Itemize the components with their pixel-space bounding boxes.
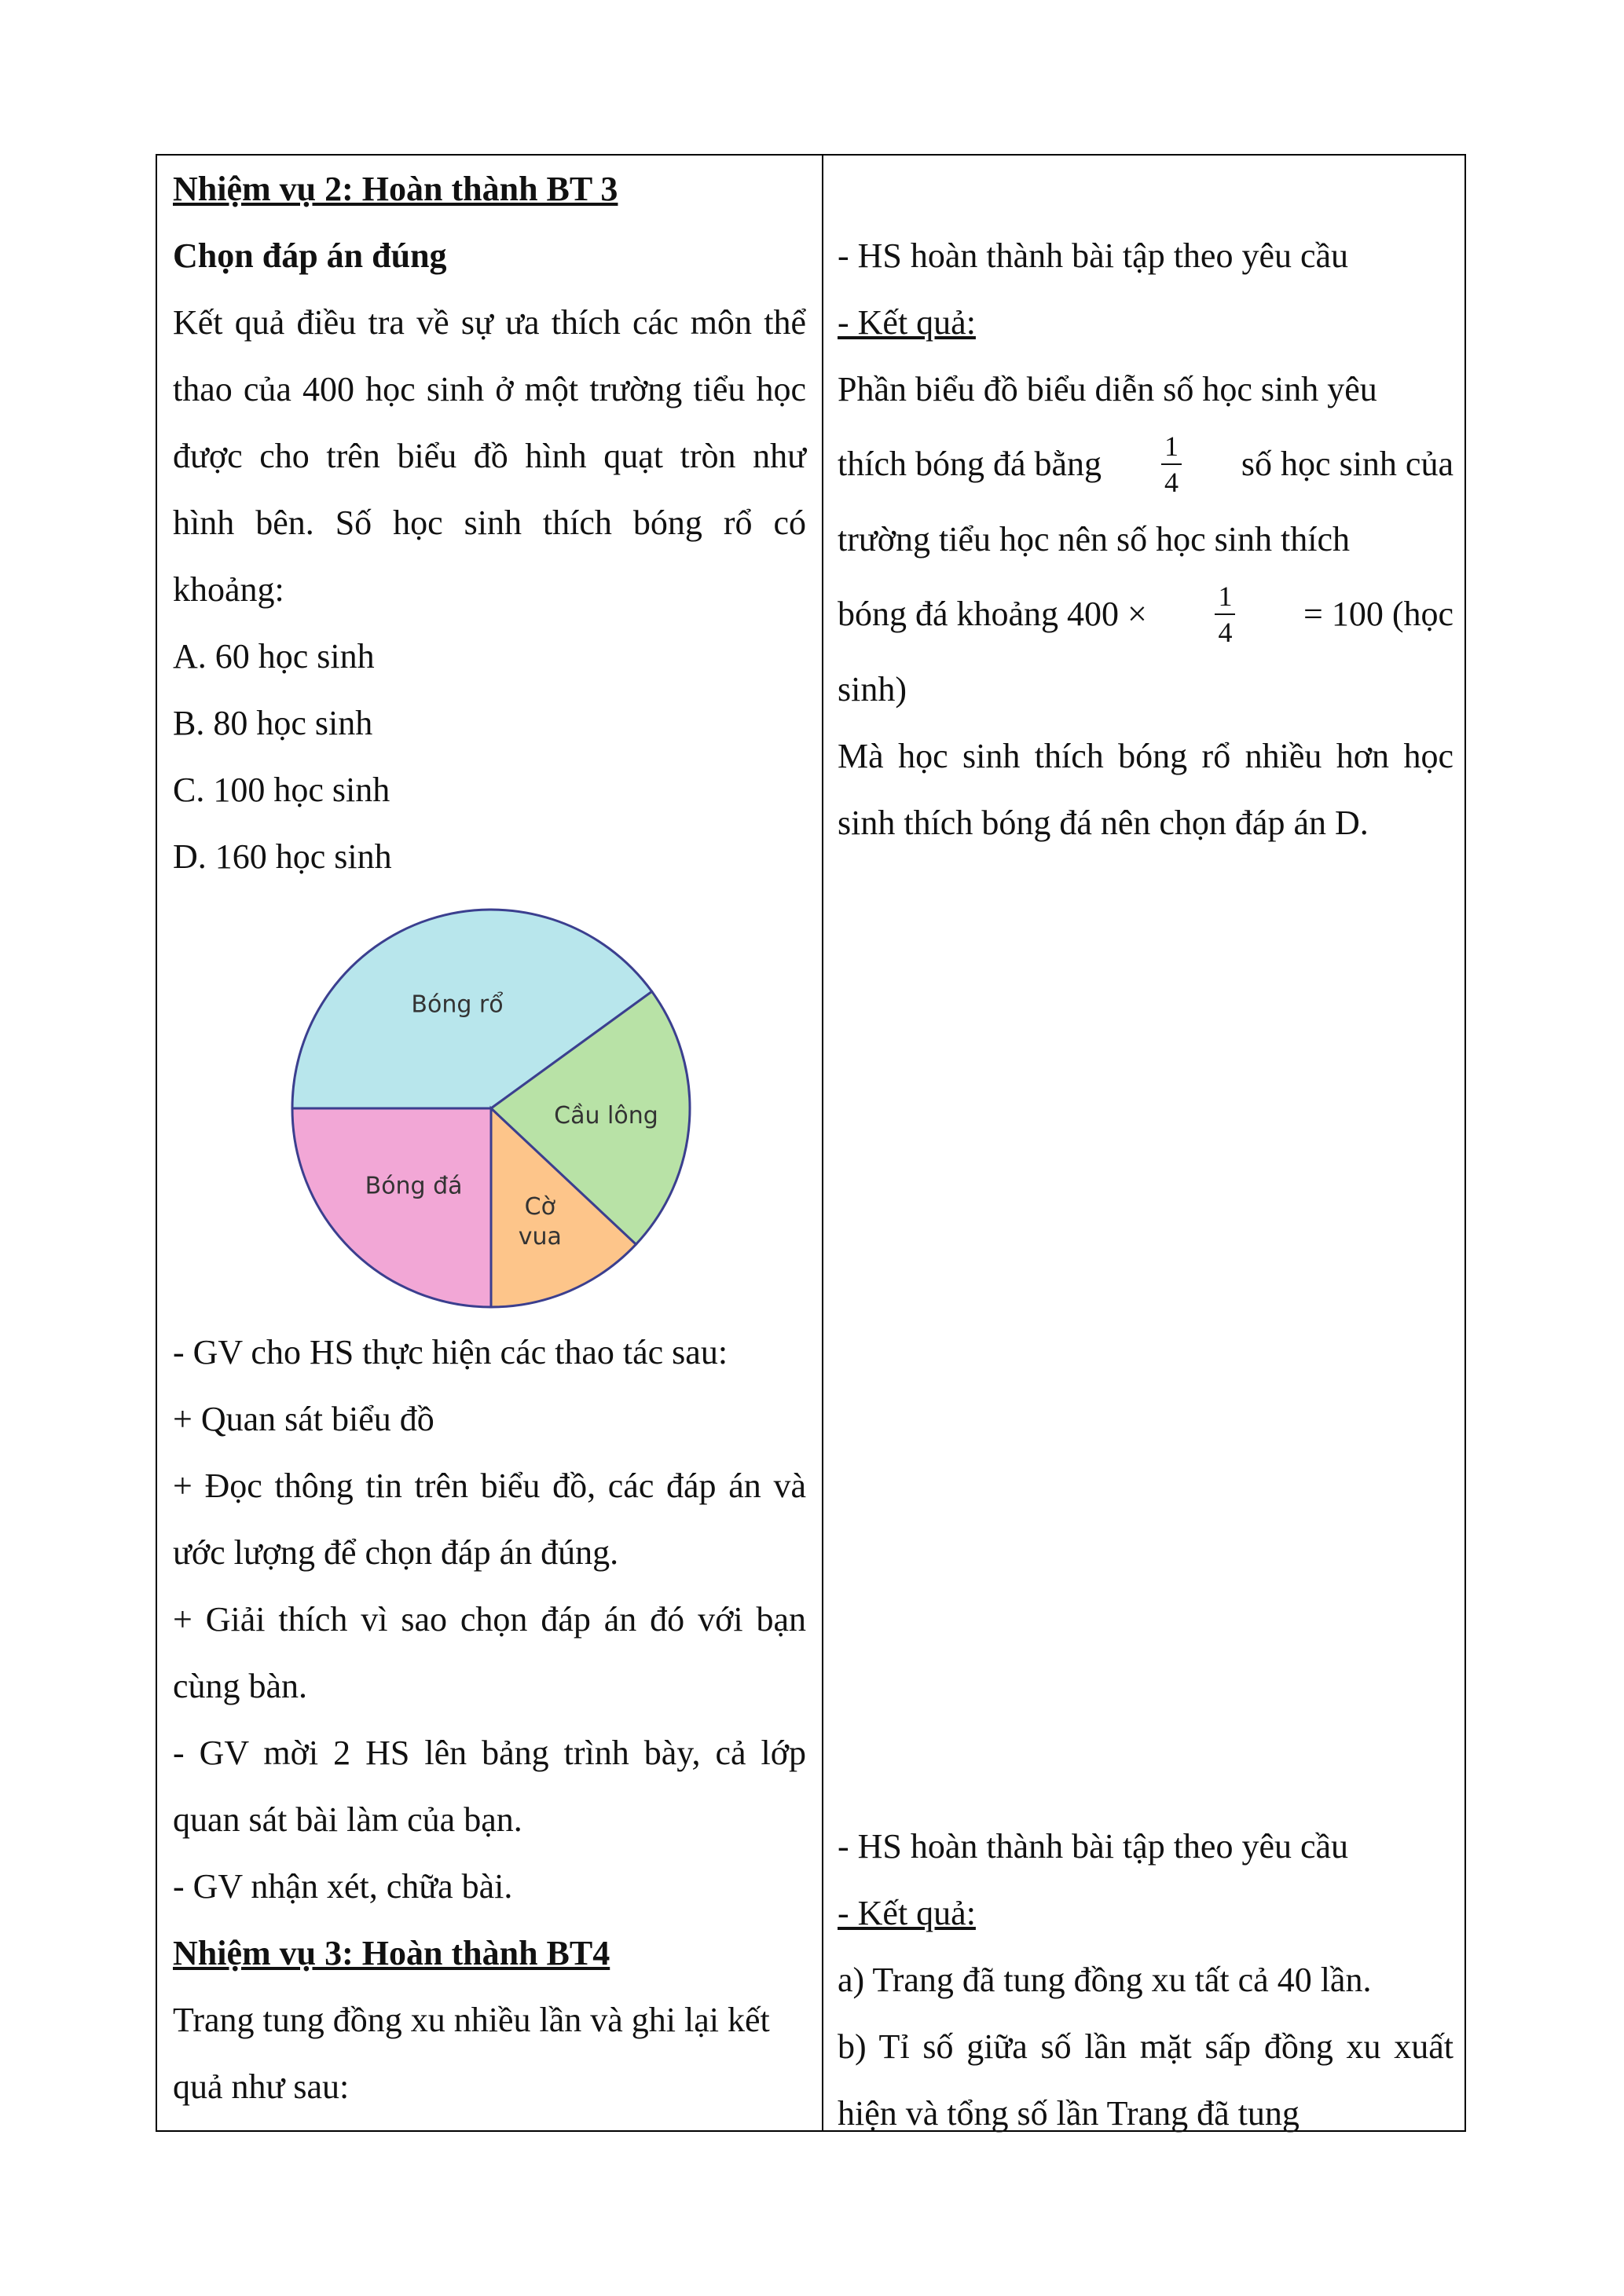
result-label-1: - Kết quả: xyxy=(838,303,976,342)
hs-complete-2: - HS hoàn thành bài tập theo yêu cầu xyxy=(838,1827,1349,1866)
choose-heading: Chọn đáp án đúng xyxy=(173,236,447,275)
spacer xyxy=(838,156,1454,222)
pie-slice-3 xyxy=(292,1108,491,1307)
pie-label-3: Bóng đá xyxy=(365,1172,463,1200)
conclusion-text: Mà học sinh thích bóng rổ nhiều hơn học sinh thích bóng đá nên chọn đáp án D. xyxy=(838,737,1454,842)
instruction-5: - GV mời 2 HS lên bảng trình bày, cả lớp quan sát bài làm của bạn. xyxy=(173,1734,806,1839)
pie-label-2: Cờ vua xyxy=(518,1192,562,1251)
explain-line-1: Phần biểu đồ biểu diễn số học sinh yêu xyxy=(838,370,1377,408)
hs-complete-1: - HS hoàn thành bài tập theo yêu cầu xyxy=(838,236,1349,275)
column-divider xyxy=(822,156,823,2130)
pie-label-1: Cầu lông xyxy=(554,1102,658,1130)
explain-line-4: bóng đá khoảng 400 × $\frac{1}{4}$ = 100 (học xyxy=(838,580,1454,648)
task3-text: Trang tung đồng xu nhiều lần và ghi lại kết quả như sau: xyxy=(173,2001,770,2106)
teacher-activity-column xyxy=(173,156,806,2120)
explain-line-3: trường tiểu học nên số học sinh thích xyxy=(838,520,1351,558)
option-c: C. 100 học sinh xyxy=(173,771,390,809)
instruction-4: + Giải thích vì sao chọn đáp án đó với bạn cùng bàn. xyxy=(173,1600,806,1705)
task3-answer-block xyxy=(838,1813,1454,2147)
task2-heading: Nhiệm vụ 2: Hoàn thành BT 3 xyxy=(173,170,618,208)
instruction-1: - GV cho HS thực hiện các thao tác sau: xyxy=(173,1333,728,1371)
sports-pie-chart xyxy=(291,903,699,1319)
pie-label-0: Bóng rổ xyxy=(411,991,504,1019)
instruction-2: + Quan sát biểu đồ xyxy=(173,1400,434,1438)
question-text: Kết quả điều tra về sự ưa thích các môn thể thao của 400 học sinh ở một trường tiểu học được cho trên biểu đồ hình quạt tròn như hình bên. Số học sinh thích bóng rổ có khoảng: xyxy=(173,303,806,609)
option-d: D. 160 học sinh xyxy=(173,837,392,876)
result-label-2: - Kết quả: xyxy=(838,1894,976,1932)
explain-line-2: thích bóng đá bằng $\frac{1}{4}$ số học sinh của xyxy=(838,430,1454,498)
answer-b: b) Tỉ số giữa số lần mặt sấp đồng xu xuất hiện và tổng số lần Trang đã tung xyxy=(838,2027,1454,2133)
explain-line-5: sinh) xyxy=(838,670,907,709)
task3-heading: Nhiệm vụ 3: Hoàn thành BT4 xyxy=(173,1934,610,1972)
fraction-one-quarter: $\frac{1}{4}$ xyxy=(1161,432,1182,496)
instruction-6: - GV nhận xét, chữa bài. xyxy=(173,1867,513,1906)
student-activity-column xyxy=(838,156,1454,856)
fraction-one-quarter-2: $\frac{1}{4}$ xyxy=(1215,582,1235,646)
answer-a: a) Trang đã tung đồng xu tất cả 40 lần. xyxy=(838,1961,1372,1999)
option-b: B. 80 học sinh xyxy=(173,704,373,742)
option-a: A. 60 học sinh xyxy=(173,637,375,676)
lesson-table xyxy=(156,154,1466,2132)
instruction-3: + Đọc thông tin trên biểu đồ, các đáp án và ước lượng để chọn đáp án đúng. xyxy=(173,1467,806,1572)
